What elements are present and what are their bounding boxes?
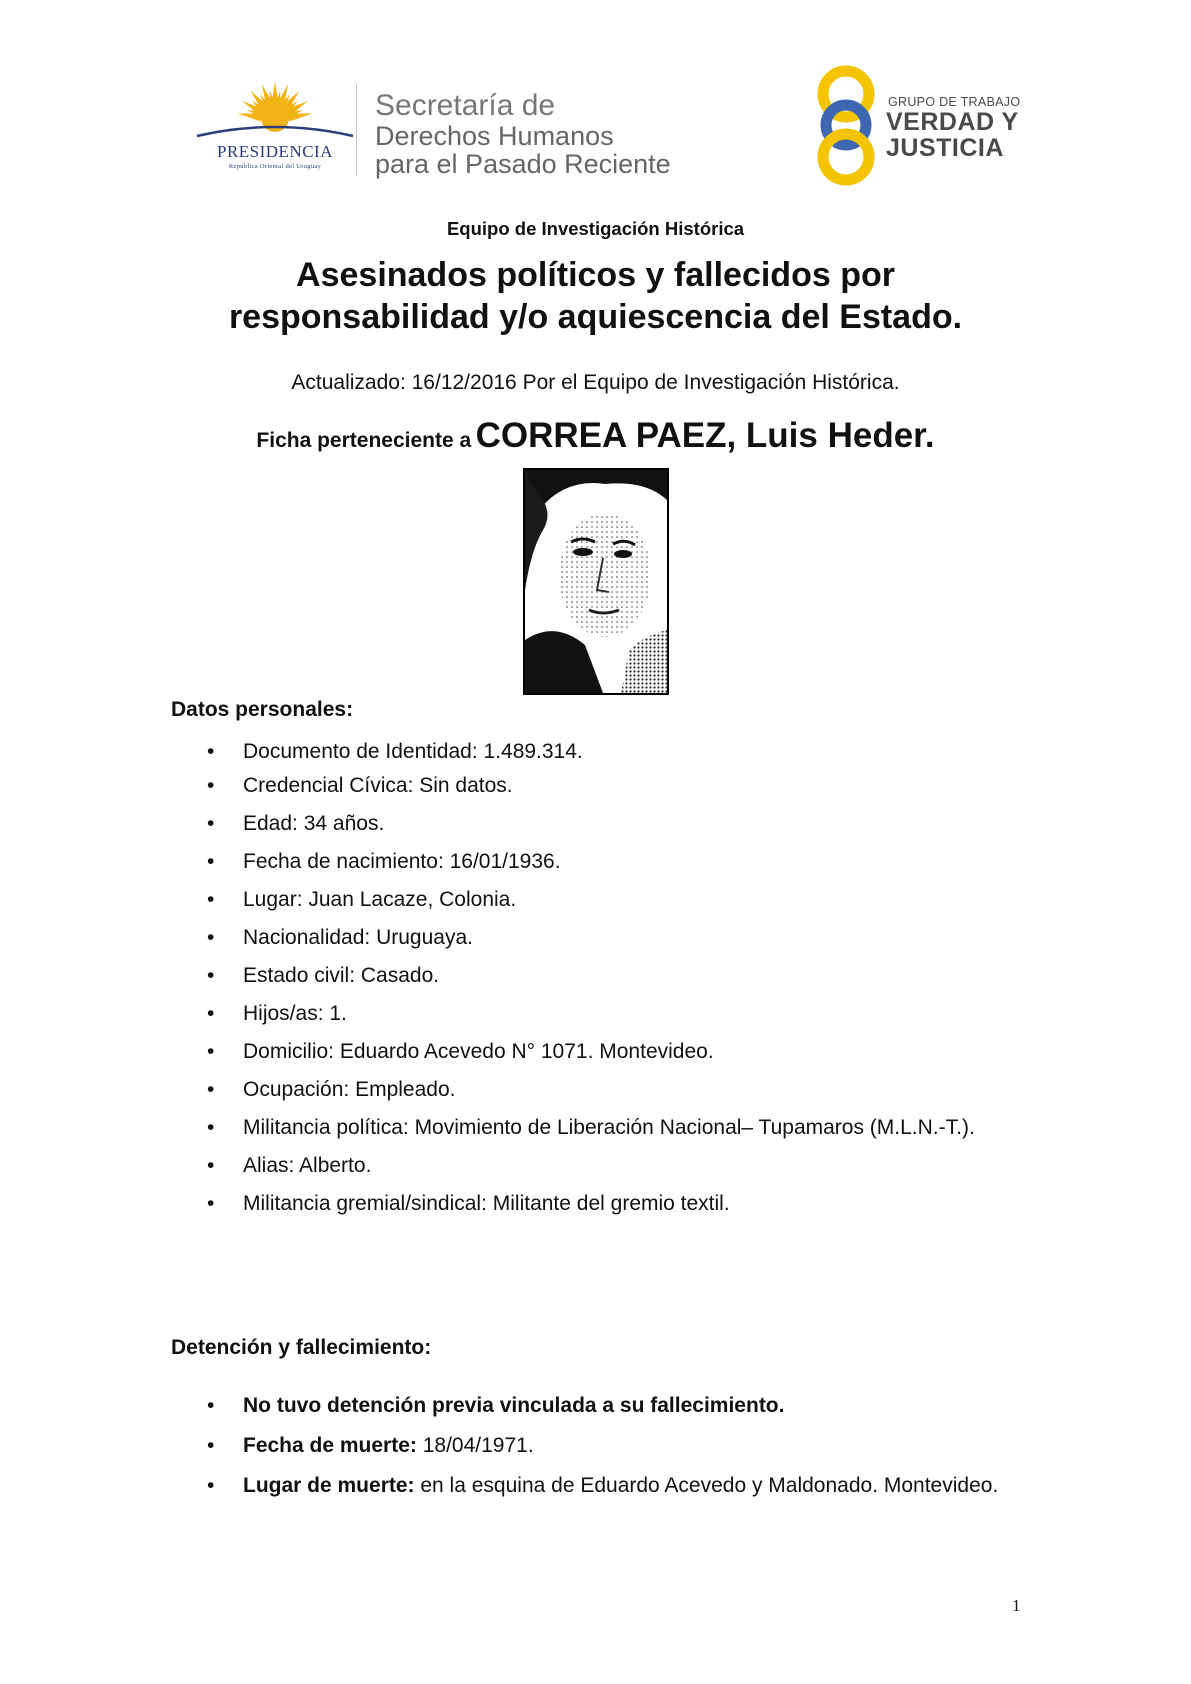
secretaria-line2: Derechos Humanos [375, 121, 614, 151]
bullet: • [207, 1002, 215, 1025]
list-item: • Lugar: Juan Lacaze, Colonia. [171, 886, 1023, 914]
presidencia-subtitle: República Oriental del Uruguay [228, 163, 322, 170]
grupo-label: GRUPO DE TRABAJO [888, 95, 1021, 109]
list-item: • Documento de Identidad: 1.489.314. [171, 738, 1023, 766]
bullet: • [207, 1116, 215, 1139]
death-place-label: Lugar de muerte: [243, 1474, 415, 1497]
bullet: • [207, 888, 215, 911]
person-name: CORREA PAEZ, Luis Heder. [475, 416, 935, 455]
bullet: • [207, 1040, 215, 1063]
list-item: • Estado civil: Casado. [171, 962, 1023, 990]
linked-rings-icon [808, 62, 888, 188]
death-place-value: en la esquina de Eduardo Acevedo y Maldonado. Montevideo. [414, 1474, 999, 1497]
list-item: • Ocupación: Empleado. [171, 1076, 1023, 1104]
ficha-prefix: Ficha perteneciente a [256, 429, 472, 452]
page-title [100, 254, 1091, 338]
list-item: • Militancia gremial/sindical: Militante del gremio textil. [171, 1190, 1023, 1218]
secretaria-line1: Secretaría de [375, 89, 556, 122]
bullet: • [207, 1154, 215, 1177]
portrait-image-icon [525, 470, 667, 693]
portrait-photo [523, 468, 669, 695]
bullet: • [207, 964, 215, 987]
bullet: • [207, 740, 215, 763]
verdad-justicia-logo [808, 62, 1028, 188]
title-line-2: responsabilidad y/o aquiescencia del Estado. [228, 298, 963, 336]
detention-list [171, 1392, 1023, 1500]
list-item: • Nacionalidad: Uruguaya. [171, 924, 1023, 952]
bullet: • [207, 1192, 215, 1215]
list-item: • Hijos/as: 1. [171, 1000, 1023, 1028]
ficha-heading [0, 416, 1191, 456]
list-item [171, 1432, 1023, 1460]
bullet: • [207, 1474, 215, 1497]
list-item: • Militancia política: Movimiento de Liberación Nacional– Tupamaros (M.L.N.-T.). [171, 1114, 1023, 1142]
bullet: • [207, 812, 215, 835]
list-item: • Credencial Cívica: Sin datos. [171, 772, 1023, 800]
bullet: • [207, 774, 215, 797]
list-item: • Domicilio: Eduardo Acevedo N° 1071. Montevideo. [171, 1038, 1023, 1066]
death-date-label: Fecha de muerte: [243, 1434, 417, 1457]
death-date-value: 18/04/1971. [416, 1434, 534, 1457]
presidencia-logo [196, 80, 354, 178]
secretaria-wordmark [375, 90, 671, 178]
list-item [171, 1392, 1023, 1420]
verdad-label: VERDAD Y [886, 108, 1019, 136]
justicia-label: JUSTICIA [886, 134, 1004, 162]
updated-line: Actualizado: 16/12/2016 Por el Equipo de Investigación Histórica. [291, 371, 900, 394]
sun-emblem-icon [196, 80, 354, 142]
header-divider [356, 84, 357, 176]
bullet: • [207, 1078, 215, 1101]
list-item [171, 1472, 1023, 1500]
bullet: • [207, 850, 215, 873]
detention-section-title: Detención y fallecimiento: [171, 1336, 432, 1359]
title-line-1: Asesinados políticos y fallecidos por [296, 256, 895, 294]
personal-data-list [171, 738, 1023, 1218]
no-detention-text: No tuvo detención previa vinculada a su fallecimiento. [243, 1394, 785, 1417]
bullet: • [207, 1434, 215, 1457]
list-item: • Fecha de nacimiento: 16/01/1936. [171, 848, 1023, 876]
list-item: • Alias: Alberto. [171, 1152, 1023, 1180]
bullet: • [207, 1394, 215, 1417]
page-number: 1 [1012, 1596, 1021, 1615]
list-item: • Edad: 34 años. [171, 810, 1023, 838]
personal-section-title: Datos personales: [171, 698, 354, 721]
secretaria-line3: para el Pasado Reciente [375, 149, 671, 179]
bullet: • [207, 926, 215, 949]
presidencia-wordmark: PRESIDENCIA [216, 142, 333, 161]
team-heading: Equipo de Investigación Histórica [446, 218, 745, 239]
